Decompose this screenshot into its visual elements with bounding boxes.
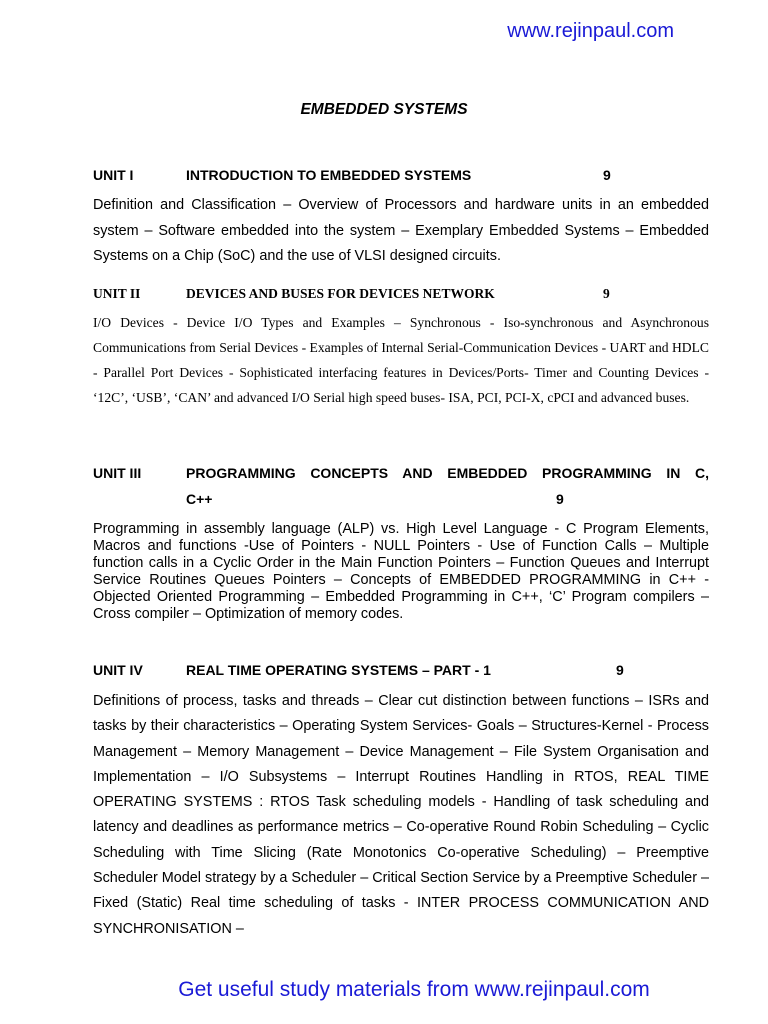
unit-title: PROGRAMMING CONCEPTS AND EMBEDDED PROGRAMMING IN C, [186, 465, 709, 481]
unit-description: Definition and Classification – Overview of Processors and hardware units in an embedded system – Software embedded into the system – Exemplary Embedded Systems – Embedded Systems on a Chip (SoC) and the use of VLSI designed circuits. [93, 197, 709, 264]
unit-hours: 9 [616, 662, 624, 678]
unit-title: DEVICES AND BUSES FOR DEVICES NETWORK [186, 286, 495, 301]
unit-number: UNIT III [93, 465, 142, 481]
unit-title-continued: C++ [186, 491, 213, 507]
header-site-link[interactable]: www.rejinpaul.com [507, 20, 674, 42]
unit-heading [93, 465, 709, 509]
unit-heading [93, 662, 709, 680]
unit-description: I/O Devices - Device I/O Types and Examples – Synchronous - Iso-synchronous and Asynchronous Communications from Serial Devices - Examples of Internal Serial-Communication Devices - UART and HDLC - Parallel Port Devices - Sophisticated interfacing features in Devices/Ports- Timer and Counting Devices - ‘12C’, ‘USB’, ‘CAN’ and advanced I/O Serial high speed buses- ISA, PCI, PCI-X, cPCI and advanced buses. [93, 315, 709, 405]
unit-description: Programming in assembly language (ALP) vs. High Level Language - C Program Elements, Macros and functions -Use of Pointers - NULL Pointers - Use of Function Calls – Multiple function calls in a Cyclic Order in the Main Function Pointers – Function Queues and Interrupt Service Routines Queues Pointers – Concepts of EMBEDDED PROGRAMMING in C++ - Objected Oriented Programming – Embedded Programming in C++, ‘C’ Program compilers – Cross compiler – Optimization of memory codes. [93, 521, 709, 622]
unit-number: UNIT II [93, 286, 141, 301]
unit-hours: 9 [556, 491, 564, 507]
document-title: EMBEDDED SYSTEMS [300, 101, 468, 118]
unit-number: UNIT I [93, 167, 134, 183]
unit-title: INTRODUCTION TO EMBEDDED SYSTEMS [186, 167, 472, 183]
unit-heading [93, 167, 709, 185]
footer-promo[interactable]: Get useful study materials from www.rejinpaul.com [178, 978, 650, 1001]
unit-title: REAL TIME OPERATING SYSTEMS – PART - 1 [186, 662, 491, 678]
unit-number: UNIT IV [93, 662, 143, 678]
unit-hours: 9 [603, 167, 611, 183]
unit-hours: 9 [603, 286, 610, 301]
unit-description: Definitions of process, tasks and threads – Clear cut distinction between functions – ISRs and tasks by their characteristics – Operating System Services- Goals – Structures-Kernel - Process Management – Memory Management – Device Management – File System Organisation and Implementation – I/O Subsystems – Interrupt Routines Handling in RTOS, REAL TIME OPERATING SYSTEMS : RTOS Task scheduling models - Handling of task scheduling and latency and deadlines as performance metrics – Co-operative Round Robin Scheduling – Cyclic Scheduling with Time Slicing (Rate Monotonics Co-operative Scheduling) – Preemptive Scheduler Model strategy by a Scheduler – Critical Section Service by a Preemptive Scheduler – Fixed (Static) Real time scheduling of tasks - INTER PROCESS COMMUNICATION AND SYNCHRONISATION – [93, 693, 709, 937]
unit-heading [93, 286, 709, 304]
